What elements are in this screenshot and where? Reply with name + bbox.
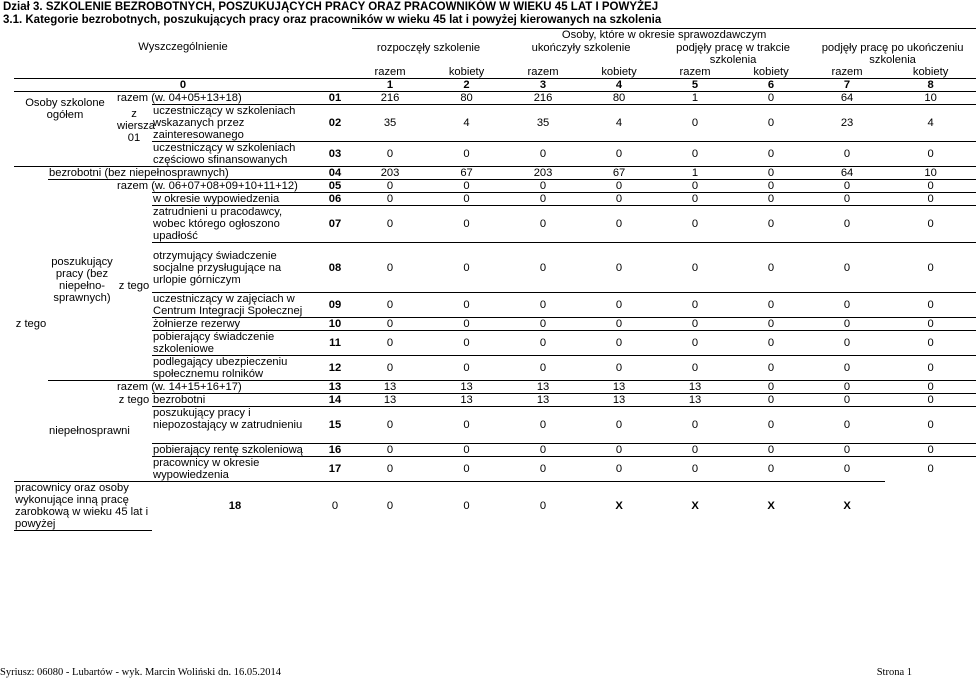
cell-value: 0 bbox=[581, 180, 657, 193]
cell-value: 203 bbox=[352, 167, 428, 180]
cell-value: 0 bbox=[809, 318, 885, 331]
header-ukonczyly: ukończyły szkolenie bbox=[531, 41, 631, 54]
cell-value: 1 bbox=[657, 91, 733, 104]
header-wyszczegolnienie: Wyszczególnienie bbox=[138, 40, 228, 53]
col-number-2: 2 bbox=[428, 78, 505, 91]
cell-value: 0 bbox=[352, 356, 428, 381]
cell-value: 80 bbox=[428, 91, 505, 104]
cell-value: 0 bbox=[428, 206, 505, 243]
row-label: uczestniczący w zajęciach w Centrum Integracji Społecznej bbox=[152, 293, 318, 318]
cell-value: 0 bbox=[657, 331, 733, 356]
cell-value: 64 bbox=[809, 167, 885, 180]
cell-value: 0 bbox=[885, 356, 976, 381]
cell-value: 0 bbox=[428, 318, 505, 331]
cell-value: 0 bbox=[428, 407, 505, 444]
cell-value: 0 bbox=[428, 444, 505, 457]
cell-value: 0 bbox=[657, 141, 733, 166]
cell-value: 0 bbox=[809, 193, 885, 206]
cell-value: 0 bbox=[885, 394, 976, 407]
cell-value: 216 bbox=[505, 91, 581, 104]
col-number-7: 7 bbox=[809, 78, 885, 91]
row-number: 18 bbox=[152, 482, 318, 531]
cell-value: 0 bbox=[581, 193, 657, 206]
row-label: podlegający ubezpieczeniu społecznemu rolników bbox=[152, 356, 318, 381]
group-z-wiersza: z wiersza 01 bbox=[117, 108, 155, 144]
row-label: pracownicy oraz osoby wykonujące inną pracę zarobkową w wieku 45 lat i powyżej bbox=[14, 482, 152, 531]
row-number: 15 bbox=[318, 407, 352, 444]
cell-value: 1 bbox=[657, 167, 733, 180]
cell-value: 0 bbox=[809, 444, 885, 457]
cell-value: 13 bbox=[352, 381, 428, 394]
cell-value: 67 bbox=[428, 167, 505, 180]
cell-value: 13 bbox=[657, 394, 733, 407]
col-number-4: 4 bbox=[581, 78, 657, 91]
cell-value: 0 bbox=[657, 407, 733, 444]
cell-value: 0 bbox=[657, 444, 733, 457]
cell-value: 0 bbox=[657, 193, 733, 206]
group-osoby-szkolone: Osoby szkolone ogółem bbox=[14, 91, 116, 167]
cell-value: 0 bbox=[733, 167, 809, 180]
cell-value: 0 bbox=[809, 180, 885, 193]
cell-value: 0 bbox=[657, 356, 733, 381]
cell-value: 0 bbox=[657, 180, 733, 193]
cell-value: 0 bbox=[505, 407, 581, 444]
row-label: pobierający rentę szkoleniową bbox=[152, 444, 318, 457]
cell-value: 0 bbox=[352, 193, 428, 206]
cell-value: 0 bbox=[505, 243, 581, 293]
cell-value: 0 bbox=[581, 444, 657, 457]
row-number: 17 bbox=[318, 457, 352, 482]
cell-value: 0 bbox=[505, 331, 581, 356]
cell-value: 0 bbox=[657, 293, 733, 318]
row-number: 10 bbox=[318, 318, 352, 331]
cell-value: 0 bbox=[352, 407, 428, 444]
cell-value: 0 bbox=[428, 141, 505, 166]
cell-value: 0 bbox=[885, 180, 976, 193]
row-label: bezrobotni bbox=[152, 394, 318, 407]
cell-value: 35 bbox=[505, 104, 581, 141]
cell-value: 0 bbox=[581, 318, 657, 331]
cell-value: 10 bbox=[885, 167, 976, 180]
cell-value: 0 bbox=[809, 293, 885, 318]
cell-value: 0 bbox=[581, 356, 657, 381]
row-number: 16 bbox=[318, 444, 352, 457]
cell-value: 0 bbox=[505, 193, 581, 206]
cell-value: 0 bbox=[733, 104, 809, 141]
cell-value: 0 bbox=[581, 331, 657, 356]
cell-value: 0 bbox=[352, 457, 428, 482]
cell-value: 0 bbox=[885, 206, 976, 243]
cell-value: 0 bbox=[885, 407, 976, 444]
row-label: poszukujący pracy i niepozostający w zatrudnieniu bbox=[152, 407, 318, 444]
cell-value: 0 bbox=[581, 141, 657, 166]
cell-value: 13 bbox=[428, 394, 505, 407]
row-label: zatrudnieni u pracodawcy, wobec którego ogłoszono upadłość bbox=[152, 206, 318, 243]
cell-value: 0 bbox=[505, 356, 581, 381]
cell-value: 216 bbox=[352, 91, 428, 104]
cell-value: 0 bbox=[733, 141, 809, 166]
row-label: pobierający świadczenie szkoleniowe bbox=[152, 331, 318, 356]
cell-value: X bbox=[657, 482, 733, 531]
cell-value: 13 bbox=[581, 394, 657, 407]
row-number: 01 bbox=[318, 91, 352, 104]
cell-value: 0 bbox=[428, 482, 505, 531]
cell-value: 0 bbox=[657, 104, 733, 141]
cell-value: 0 bbox=[581, 243, 657, 293]
cell-value: 10 bbox=[885, 91, 976, 104]
cell-value: 0 bbox=[428, 180, 505, 193]
cell-value: 0 bbox=[733, 394, 809, 407]
cell-value: 0 bbox=[428, 193, 505, 206]
group-niepelnosprawni: niepełnosprawni bbox=[48, 381, 116, 482]
row-number: 14 bbox=[318, 394, 352, 407]
col-number-5: 5 bbox=[657, 78, 733, 91]
cell-value: 0 bbox=[657, 206, 733, 243]
row-label: bezrobotni (bez niepełnosprawnych) bbox=[48, 167, 318, 180]
cell-value: 67 bbox=[581, 167, 657, 180]
row-number: 02 bbox=[318, 104, 352, 141]
cell-value: 0 bbox=[885, 331, 976, 356]
cell-value: 0 bbox=[733, 356, 809, 381]
cell-value: 0 bbox=[352, 180, 428, 193]
cell-value: 0 bbox=[885, 193, 976, 206]
table-title: 3.1. Kategorie bezrobotnych, poszukujących pracy oraz pracowników w wieku 45 lat i powyżej kierowanych na szkolenia bbox=[3, 14, 662, 26]
cell-value: 0 bbox=[809, 331, 885, 356]
cell-value: 13 bbox=[657, 381, 733, 394]
cell-value: 0 bbox=[505, 141, 581, 166]
cell-value: 0 bbox=[885, 457, 976, 482]
cell-value: 13 bbox=[505, 381, 581, 394]
col-number-1: 1 bbox=[352, 78, 428, 91]
col-number-6: 6 bbox=[733, 78, 809, 91]
cell-value: 0 bbox=[581, 293, 657, 318]
cell-value: 0 bbox=[733, 206, 809, 243]
cell-value: 0 bbox=[352, 141, 428, 166]
cell-value: 0 bbox=[505, 206, 581, 243]
cell-value: 0 bbox=[885, 381, 976, 394]
cell-value: 0 bbox=[352, 318, 428, 331]
row-number: 13 bbox=[318, 381, 352, 394]
header-kobiety: kobiety bbox=[601, 65, 637, 78]
cell-value: 0 bbox=[428, 243, 505, 293]
cell-value: 23 bbox=[809, 104, 885, 141]
group-z-tego: z tego bbox=[14, 167, 48, 482]
cell-value: 64 bbox=[809, 91, 885, 104]
row-number: 11 bbox=[318, 331, 352, 356]
row-number: 05 bbox=[318, 180, 352, 193]
cell-value: 0 bbox=[809, 457, 885, 482]
cell-value: 0 bbox=[581, 206, 657, 243]
cell-value: 0 bbox=[733, 293, 809, 318]
row-number: 03 bbox=[318, 141, 352, 166]
section-title: Dział 3. SZKOLENIE BEZROBOTNYCH, POSZUKUJĄCYCH PRACY ORAZ PRACOWNIKÓW W WIEKU 45 LAT I POWYŻEJ bbox=[3, 1, 659, 13]
cell-value: 13 bbox=[428, 381, 505, 394]
cell-value: 0 bbox=[733, 331, 809, 356]
cell-value: X bbox=[733, 482, 809, 531]
report-table bbox=[14, 28, 976, 531]
row-label: uczestniczący w szkoleniach wskazanych przez zainteresowanego bbox=[152, 104, 318, 141]
cell-value: 0 bbox=[428, 457, 505, 482]
row-label: pracownicy w okresie wypowiedzenia bbox=[152, 457, 318, 482]
cell-value: 0 bbox=[733, 381, 809, 394]
cell-value: 0 bbox=[352, 331, 428, 356]
cell-value: 4 bbox=[885, 104, 976, 141]
cell-value: 0 bbox=[581, 407, 657, 444]
row-label: razem (w. 04+05+13+18) bbox=[116, 91, 318, 104]
header-razem: razem bbox=[831, 65, 863, 78]
header-podjely-po: podjęły pracę po ukończeniu szkolenia bbox=[821, 41, 964, 66]
cell-value: 0 bbox=[809, 356, 885, 381]
row-label: w okresie wypowiedzenia bbox=[152, 193, 318, 206]
row-number: 06 bbox=[318, 193, 352, 206]
row-label: otrzymujący świadczenie socjalne przysługujące na urlopie górniczym bbox=[152, 243, 318, 293]
cell-value: 0 bbox=[733, 180, 809, 193]
cell-value: 0 bbox=[733, 91, 809, 104]
cell-value: 0 bbox=[505, 293, 581, 318]
col-number-8: 8 bbox=[885, 78, 976, 91]
cell-value: X bbox=[581, 482, 657, 531]
cell-value: 0 bbox=[318, 482, 352, 531]
group-poszukujacy: poszukujący pracy (bez niepełno-sprawnych) bbox=[48, 180, 116, 381]
cell-value: 13 bbox=[505, 394, 581, 407]
header-kobiety: kobiety bbox=[753, 65, 789, 78]
row-label: uczestniczący w szkoleniach częściowo sfinansowanych bbox=[152, 141, 318, 166]
page-number: Strona 1 bbox=[876, 667, 912, 678]
header-kobiety: kobiety bbox=[912, 65, 949, 78]
cell-value: 0 bbox=[885, 243, 976, 293]
cell-value: 13 bbox=[581, 381, 657, 394]
col-number-0: 0 bbox=[14, 78, 352, 91]
cell-value: 0 bbox=[505, 180, 581, 193]
cell-value: 0 bbox=[352, 206, 428, 243]
cell-value: 0 bbox=[885, 141, 976, 166]
header-razem: razem bbox=[374, 65, 406, 78]
cell-value: 0 bbox=[733, 243, 809, 293]
header-kobiety: kobiety bbox=[448, 65, 485, 78]
cell-value: 0 bbox=[885, 293, 976, 318]
cell-value: X bbox=[809, 482, 885, 531]
cell-value: 0 bbox=[809, 407, 885, 444]
cell-value: 13 bbox=[352, 394, 428, 407]
row-label: razem (w. 06+07+08+09+10+11+12) bbox=[116, 180, 318, 193]
cell-value: 0 bbox=[809, 206, 885, 243]
header-rozpoczely: rozpoczęły szkolenie bbox=[376, 41, 481, 54]
cell-value: 0 bbox=[352, 243, 428, 293]
row-label: razem (w. 14+15+16+17) bbox=[116, 381, 318, 394]
cell-value: 0 bbox=[657, 243, 733, 293]
cell-value: 0 bbox=[885, 444, 976, 457]
cell-value: 0 bbox=[657, 318, 733, 331]
group-z-tego-3: z tego bbox=[118, 393, 150, 406]
cell-value: 0 bbox=[428, 293, 505, 318]
cell-value: 0 bbox=[581, 457, 657, 482]
cell-value: 0 bbox=[352, 482, 428, 531]
row-number: 07 bbox=[318, 206, 352, 243]
group-z-tego-2: z tego bbox=[118, 280, 150, 293]
row-number: 09 bbox=[318, 293, 352, 318]
header-osoby: Osoby, które w okresie sprawozdawczym bbox=[352, 29, 976, 42]
cell-value: 0 bbox=[733, 193, 809, 206]
cell-value: 0 bbox=[733, 457, 809, 482]
cell-value: 0 bbox=[428, 356, 505, 381]
cell-value: 0 bbox=[809, 394, 885, 407]
cell-value: 0 bbox=[352, 444, 428, 457]
row-number: 08 bbox=[318, 243, 352, 293]
footer-info: Syriusz: 06080 - Lubartów - wyk. Marcin Woliński dn. 16.05.2014 bbox=[0, 667, 281, 678]
cell-value: 203 bbox=[505, 167, 581, 180]
cell-value: 0 bbox=[809, 141, 885, 166]
header-podjely-w-trakcie: podjęły pracę w trakcie szkolenia bbox=[676, 41, 790, 66]
cell-value: 0 bbox=[505, 482, 581, 531]
cell-value: 80 bbox=[581, 91, 657, 104]
col-number-3: 3 bbox=[505, 78, 581, 91]
cell-value: 0 bbox=[505, 318, 581, 331]
cell-value: 35 bbox=[352, 104, 428, 141]
row-label: żołnierze rezerwy bbox=[152, 318, 318, 331]
header-razem: razem bbox=[527, 65, 559, 78]
cell-value: 0 bbox=[657, 457, 733, 482]
cell-value: 0 bbox=[352, 293, 428, 318]
row-number: 04 bbox=[318, 167, 352, 180]
cell-value: 0 bbox=[809, 381, 885, 394]
header-razem: razem bbox=[679, 65, 711, 78]
cell-value: 0 bbox=[505, 457, 581, 482]
cell-value: 0 bbox=[885, 318, 976, 331]
cell-value: 0 bbox=[733, 318, 809, 331]
cell-value: 0 bbox=[428, 331, 505, 356]
cell-value: 0 bbox=[809, 243, 885, 293]
row-number: 12 bbox=[318, 356, 352, 381]
cell-value: 0 bbox=[733, 407, 809, 444]
cell-value: 4 bbox=[581, 104, 657, 141]
cell-value: 0 bbox=[733, 444, 809, 457]
cell-value: 0 bbox=[505, 444, 581, 457]
cell-value: 4 bbox=[428, 104, 505, 141]
